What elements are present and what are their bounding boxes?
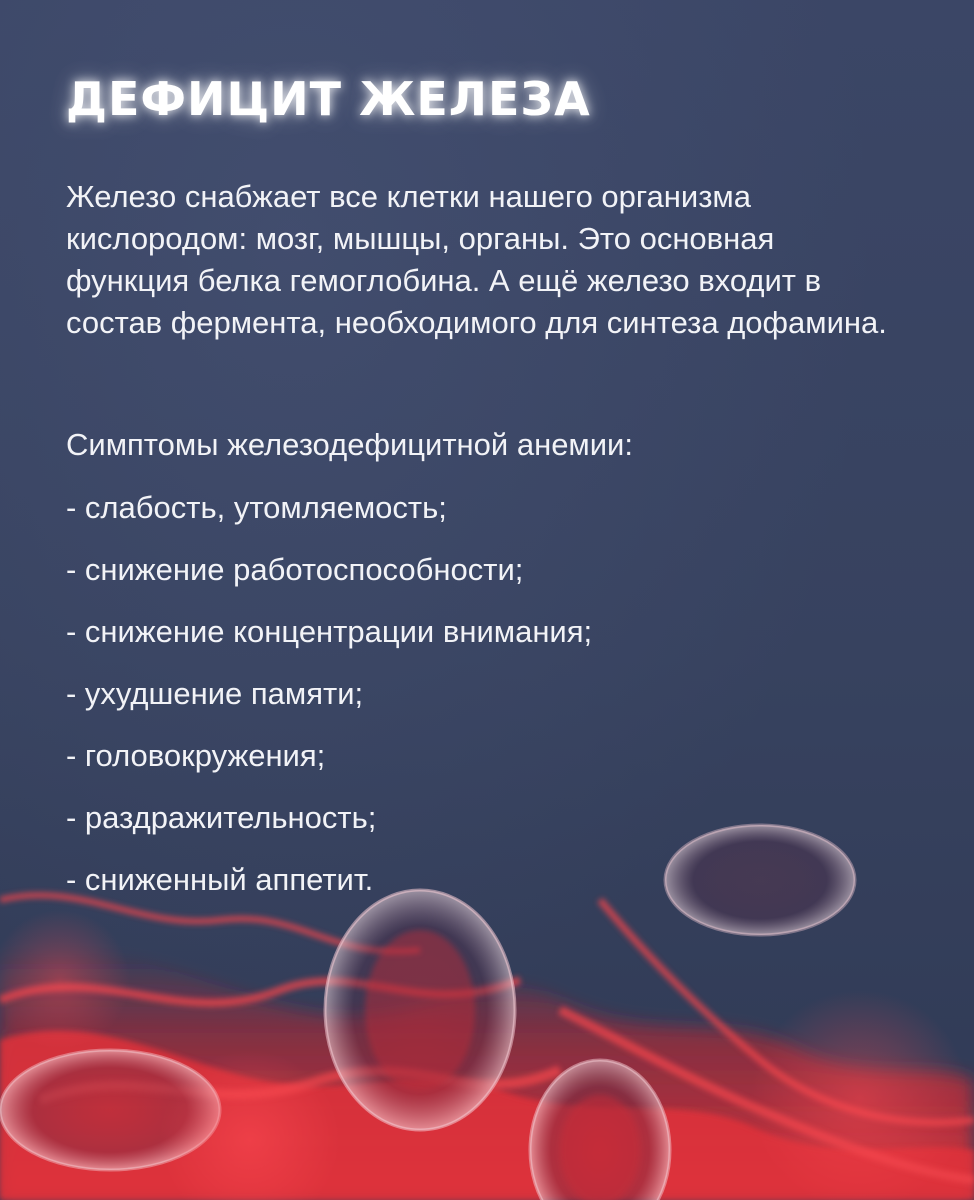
symptom-item: - сниженный аппетит. — [66, 862, 374, 897]
symptom-list — [66, 488, 592, 922]
symptom-item: - снижение концентрации внимания; — [66, 614, 593, 649]
page-title: ДЕФИЦИТ ЖЕЛЕЗА — [66, 72, 591, 126]
intro-paragraph: Железо снабжает все клетки нашего организма кислородом: мозг, мышцы, органы. Это основная функция белка гемоглобина. А ещё железо входит в состав фермента, необходимого для синтеза дофамина. — [66, 179, 887, 340]
symptom-item: - головокружения; — [66, 738, 326, 773]
symptoms-heading: Симптомы железодефицитной анемии: — [66, 427, 633, 462]
symptom-item: - ухудшение памяти; — [66, 676, 364, 711]
symptom-item: - снижение работоспособности; — [66, 552, 524, 587]
symptom-item: - раздражительность; — [66, 800, 377, 835]
symptom-item: - слабость, утомляемость; — [66, 490, 447, 525]
